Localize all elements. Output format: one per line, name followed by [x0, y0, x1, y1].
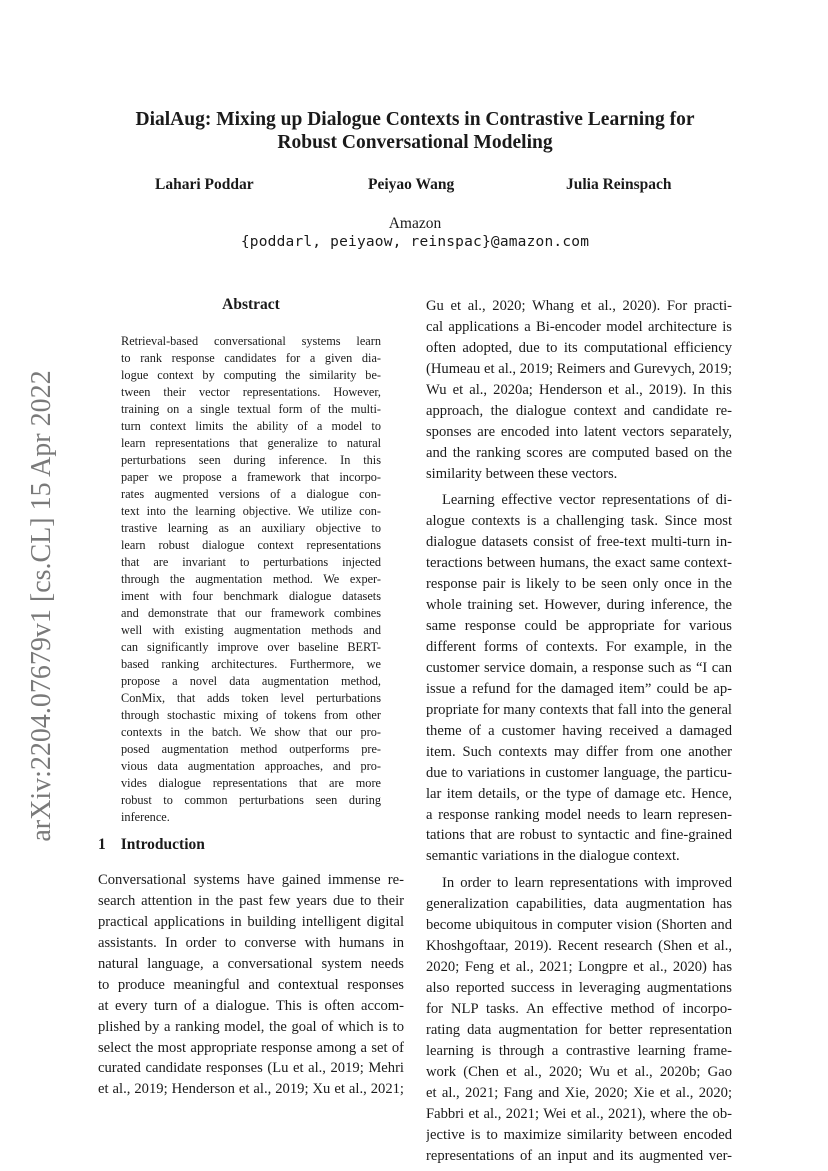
text-line: search attention in the past few years due to their [98, 892, 404, 909]
text-line: teractions between humans, the exact same context- [426, 555, 732, 572]
text-line: ConMix, that adds token level perturbations [121, 691, 381, 705]
text-line: customer service domain, a response such as “I can [426, 659, 732, 676]
text-line: Gu et al., 2020; Whang et al., 2020). For practi- [426, 298, 732, 314]
abstract-heading: Abstract [222, 296, 280, 313]
text-line: propose a novel data augmentation method, [121, 674, 381, 688]
intro-left-column [98, 870, 404, 1100]
text-line: tations that are robust to syntactic and fine-grained [426, 827, 732, 844]
text-line: also reported success in leveraging augmentations [426, 980, 732, 996]
text-line: work (Chen et al., 2020; Wu et al., 2020b; Gao [426, 1063, 732, 1080]
author-emails: {poddarl, peiyaow, reinspac}@amazon.com [240, 234, 590, 250]
author-name: Julia Reinspach [566, 176, 672, 193]
text-line: become ubiquitous in computer vision (Shorten and [426, 917, 732, 934]
text-line: dialogue datasets consist of free-text multi-turn in- [426, 534, 732, 551]
text-line: iment with four benchmark dialogue datasets [121, 589, 381, 603]
text-line: Conversational systems have gained immense re- [98, 872, 404, 888]
text-line: rates augmented versions of a dialogue con- [121, 487, 381, 501]
text-line: vious data augmentation approaches, and pro- [121, 759, 381, 773]
text-line: for NLP tasks. An effective method of incorpo- [426, 1000, 732, 1017]
intro-right-column [426, 296, 732, 1166]
text-line: issue a refund for the damaged item” could be ap- [426, 680, 732, 697]
text-line: select the most appropriate response among a set of [98, 1039, 404, 1056]
text-line: Khoshgoftaar, 2019). Recent research (Shen et al., [426, 938, 732, 955]
text-line: based ranking architectures. Furthermore, we [121, 657, 381, 671]
text-line: semantic variations in the dialogue context. [426, 848, 680, 865]
text-line: sponses are encoded into latent vectors separately, [426, 423, 732, 440]
text-line: through stochastic mixing of tokens from other [121, 708, 381, 722]
text-line: due to variations in customer language, the particu- [426, 764, 732, 781]
text-line: inference. [121, 810, 170, 824]
text-line: same response could be appropriate for various [426, 618, 732, 635]
text-line: vides dialogue representations that are more [121, 776, 381, 790]
text-line: different forms of contexts. For example, in the [426, 639, 732, 655]
author-name: Lahari Poddar [155, 176, 254, 193]
text-line: assistants. In order to converse with humans in [98, 934, 404, 951]
text-line: and the ranking scores are computed based on the [426, 444, 732, 461]
section-title: Introduction [120, 836, 205, 853]
text-line: Learning effective vector representations of di- [442, 492, 732, 509]
text-line: curated candidate responses (Lu et al., 2019; Mehri [98, 1060, 404, 1077]
text-line: logue context by computing the similarity be- [121, 368, 381, 382]
text-line: Fabbri et al., 2021; Wei et al., 2021), where the ob- [426, 1105, 732, 1122]
text-line: and demonstrate that our framework combines [121, 606, 381, 620]
text-line: et al., 2019; Henderson et al., 2019; Xu et al., 2021; [98, 1081, 404, 1098]
arxiv-identifier [22, 365, 62, 847]
text-line: similarity between these vectors. [426, 465, 618, 482]
text-line: well with existing augmentation methods and [121, 623, 381, 637]
abstract-body [121, 333, 381, 826]
text-line: (Humeau et al., 2019; Reimers and Gurevych, 2019; [426, 360, 732, 377]
text-line: rating data augmentation for better representation [426, 1021, 732, 1038]
text-line: generalization capabilities, data augmentation has [426, 896, 732, 913]
text-line: perturbations seen during inference. In this [121, 453, 381, 467]
author-name: Peiyao Wang [368, 176, 455, 193]
text-line: 2020; Feng et al., 2021; Longpre et al., 2020) has [426, 959, 732, 976]
text-line: alogue contexts is a challenging task. Since most [426, 513, 732, 530]
text-line: plished by a ranking model, the goal of which is to [98, 1018, 404, 1035]
text-line: propriate for many contexts that fall into the general [426, 701, 732, 718]
text-line: training on a single textual form of the multi- [121, 402, 381, 416]
text-line: text into the learning objective. We utilize con- [121, 504, 381, 518]
text-line: In order to learn representations with improved [442, 875, 732, 892]
text-line: to produce meaningful and contextual responses [98, 976, 404, 993]
text-line: practical applications in building intelligent digital [98, 913, 404, 930]
text-line: natural language, a conversational system needs [98, 955, 404, 972]
text-line: Retrieval-based conversational systems learn [121, 334, 381, 348]
text-line: Wu et al., 2020a; Henderson et al., 2019). In this [426, 381, 732, 398]
text-line: jective is to maximize similarity between encoded [426, 1126, 732, 1143]
text-line: whole training set. However, during inference, the [426, 597, 732, 614]
text-line: a response ranking model needs to learn represen- [426, 806, 732, 823]
text-line: item. Such contexts may differ from one another [426, 743, 732, 760]
affiliation: Amazon [388, 215, 442, 232]
text-line: theme of a customer having received a damaged [426, 722, 732, 739]
text-line: can significantly improve over baseline BERT- [121, 640, 381, 654]
text-line: learn representations that generalize to natural [121, 436, 381, 450]
text-line: cal applications a Bi-encoder model architecture is [426, 318, 732, 335]
text-line: learn robust dialogue context representations [121, 538, 381, 552]
text-line: contexts in the batch. We show that our pro- [121, 725, 381, 739]
text-line: through the augmentation method. We exper- [121, 572, 381, 586]
text-line: learning is through a contrastive learning frame- [426, 1042, 732, 1059]
section-heading [98, 836, 205, 854]
title-line: Robust Conversational Modeling [277, 132, 553, 153]
text-line: often adopted, due to its computational efficiency [426, 339, 732, 356]
arxiv-identifier-text: arXiv:2204.07679v1 [cs.CL] 15 Apr 2022 [26, 370, 57, 842]
text-line: that are invariant to perturbations injected [121, 555, 381, 569]
text-line: paper we propose a framework that incorpo- [121, 470, 381, 484]
text-line: lar item details, or the type of damage etc. Hence, [426, 785, 732, 802]
text-line: robust to common perturbations seen during [121, 793, 381, 807]
section-number: 1 [98, 836, 106, 853]
text-line: et al., 2021; Fang and Xie, 2020; Xie et al., 2020; [426, 1084, 732, 1101]
text-line: turn context limits the ability of a model to [121, 419, 381, 433]
title-line: DialAug: Mixing up Dialogue Contexts in Contrastive Learning for [135, 109, 695, 130]
text-line: response pair is likely to be seen only once in the [426, 576, 732, 593]
text-line: at every turn of a dialogue. This is often accom- [98, 997, 404, 1014]
text-line: to rank response candidates for a given dia- [121, 351, 381, 365]
text-line: trastive learning as an auxiliary objective to [121, 521, 381, 535]
text-line: posed augmentation method outperforms pre- [121, 742, 381, 756]
paper-title [100, 108, 730, 154]
text-line: tween their vector representations. However, [121, 385, 381, 399]
text-line: approach, the dialogue context and candidate re- [426, 402, 732, 419]
text-line: representations of an input and its augmented ver- [426, 1147, 732, 1164]
